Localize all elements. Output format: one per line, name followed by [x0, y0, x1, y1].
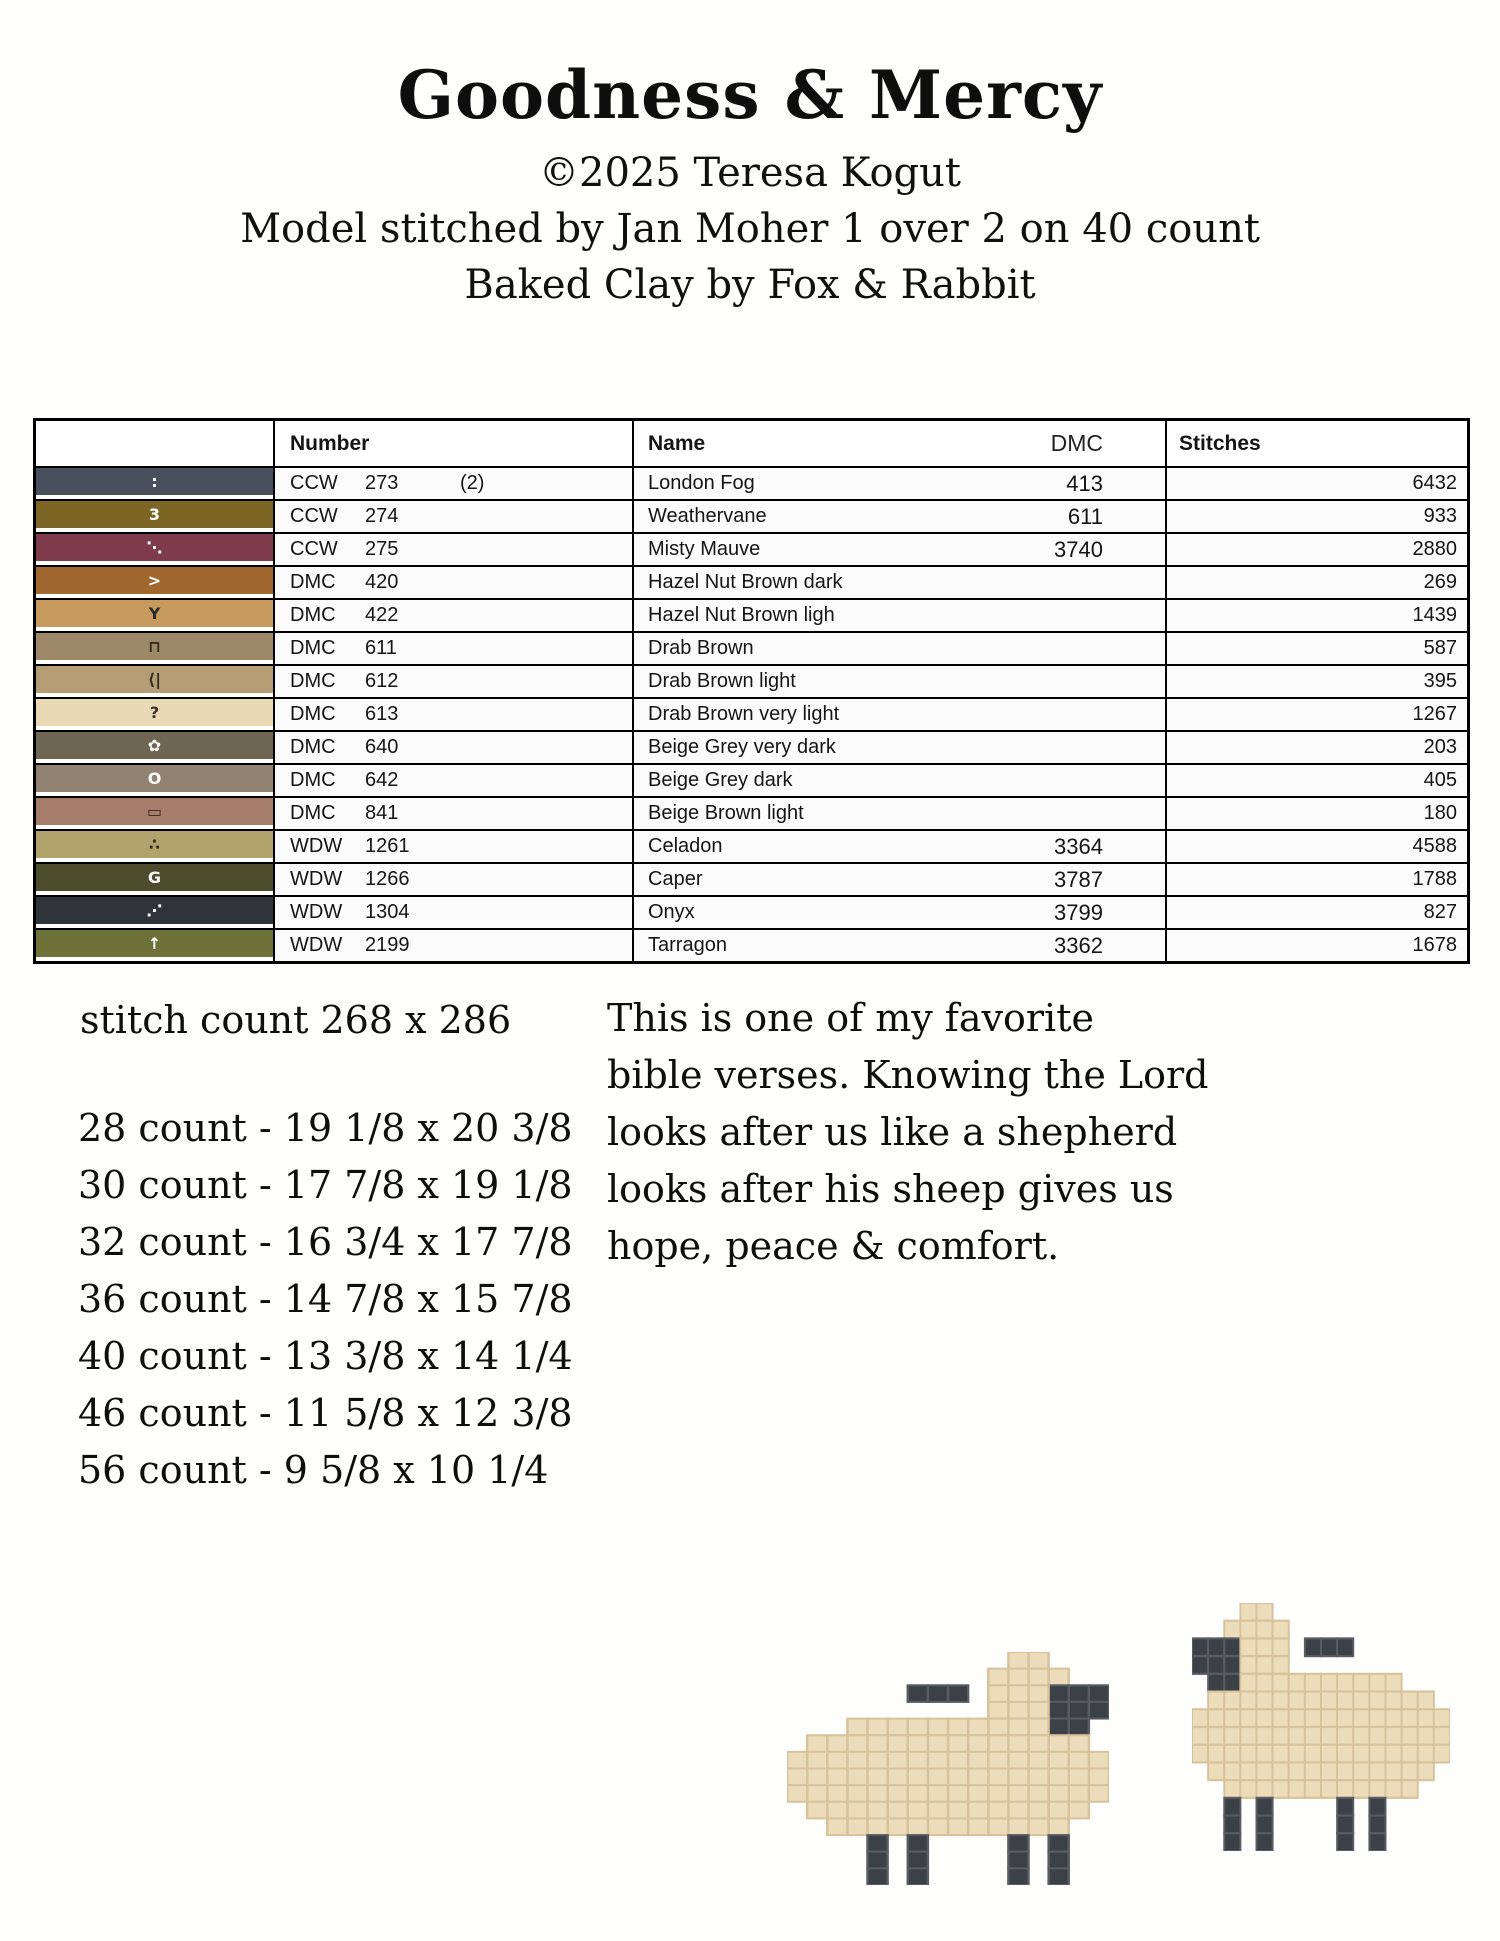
stitch-count-value: 4588 — [1167, 831, 1467, 862]
floss-brand: DMC — [290, 637, 336, 659]
sheep-motif-facing-left — [1192, 1603, 1450, 1851]
color-swatch — [36, 468, 273, 495]
floss-code: 642 — [365, 769, 399, 791]
floss-code: 420 — [365, 571, 399, 593]
stitch-count-value: 180 — [1167, 798, 1467, 829]
floss-brand: DMC — [290, 571, 336, 593]
model-stitched-line: Model stitched by Jan Moher 1 over 2 on 40 count — [240, 206, 1260, 252]
stitch-symbol: ↑ — [147, 933, 162, 953]
note-line: looks after us like a shepherd — [607, 1110, 1178, 1154]
floss-name: Caper — [648, 868, 703, 890]
floss-code: 2199 — [365, 934, 410, 956]
floss-name: Hazel Nut Brown dark — [648, 571, 843, 593]
stitch-count-value: 1678 — [1167, 930, 1467, 961]
fabric-size-line: 56 count - 9 5/8 x 10 1/4 — [78, 1448, 549, 1492]
color-swatch — [36, 567, 273, 594]
floss-brand: WDW — [290, 901, 343, 923]
column-header-symbol — [36, 421, 275, 466]
note-line: looks after his sheep gives us — [607, 1167, 1174, 1211]
dmc-equivalent: 3787 — [1054, 866, 1103, 892]
floss-name: Drab Brown light — [648, 670, 796, 692]
color-swatch — [36, 600, 273, 627]
floss-code: 275 — [365, 538, 399, 560]
stitch-symbol: ▭ — [146, 801, 163, 821]
stitch-symbol: ∴ — [148, 834, 161, 854]
floss-name: Beige Grey dark — [648, 769, 793, 791]
designer-note — [607, 990, 1209, 1275]
floss-brand: DMC — [290, 802, 336, 824]
table-row — [36, 895, 1467, 928]
table-row — [36, 763, 1467, 796]
stitch-symbol: ⟨| — [147, 669, 162, 689]
floss-brand: CCW — [290, 538, 338, 560]
floss-name: Drab Brown very light — [648, 703, 840, 725]
floss-brand: DMC — [290, 769, 336, 791]
floss-code: 422 — [365, 604, 399, 626]
stitch-symbol: O — [147, 768, 162, 788]
dmc-header-label: DMC — [1050, 430, 1103, 456]
floss-name: Beige Brown light — [648, 802, 804, 824]
dmc-equivalent: 3364 — [1054, 833, 1103, 859]
stitch-count-value: 2880 — [1167, 534, 1467, 565]
color-swatch — [36, 633, 273, 660]
fabric-line: Baked Clay by Fox & Rabbit — [464, 262, 1036, 308]
stitch-count-value: 405 — [1167, 765, 1467, 796]
floss-brand: DMC — [290, 670, 336, 692]
color-swatch — [36, 699, 273, 726]
fabric-size-line: 36 count - 14 7/8 x 15 7/8 — [78, 1277, 573, 1321]
stitch-count-value: 1439 — [1167, 600, 1467, 631]
fabric-size-line: 46 count - 11 5/8 x 12 3/8 — [78, 1391, 573, 1435]
fabric-size-line: 32 count - 16 3/4 x 17 7/8 — [78, 1220, 573, 1264]
color-swatch — [36, 897, 273, 924]
table-row — [36, 697, 1467, 730]
table-row — [36, 862, 1467, 895]
table-row — [36, 730, 1467, 763]
stitch-count-value: 587 — [1167, 633, 1467, 664]
floss-note: (2) — [460, 472, 485, 494]
floss-brand: DMC — [290, 703, 336, 725]
floss-code: 611 — [365, 637, 397, 659]
floss-code: 1304 — [365, 901, 410, 923]
stitch-symbol: : — [151, 471, 158, 491]
floss-brand: DMC — [290, 736, 336, 758]
sheep-motif-facing-right — [787, 1652, 1109, 1885]
floss-name: Hazel Nut Brown ligh — [648, 604, 835, 626]
stitch-count-heading: stitch count 268 x 286 — [80, 998, 512, 1042]
fabric-size-line: 28 count - 19 1/8 x 20 3/8 — [78, 1106, 573, 1150]
floss-name: Tarragon — [648, 934, 727, 956]
fabric-size-line: 40 count - 13 3/8 x 14 1/4 — [78, 1334, 573, 1378]
name-header-label: Name — [648, 431, 706, 455]
table-row — [36, 664, 1467, 697]
stitch-symbol: 3 — [148, 504, 161, 524]
color-swatch — [36, 501, 273, 528]
color-swatch — [36, 732, 273, 759]
floss-brand: CCW — [290, 472, 338, 494]
floss-name: Weathervane — [648, 505, 767, 527]
floss-code: 274 — [365, 505, 399, 527]
stitch-count-value: 269 — [1167, 567, 1467, 598]
floss-code: 841 — [365, 802, 399, 824]
stitch-symbol: ? — [149, 702, 160, 722]
color-swatch — [36, 930, 273, 957]
note-line: bible verses. Knowing the Lord — [607, 1053, 1209, 1097]
fabric-size-list — [78, 1100, 573, 1499]
floss-name: Onyx — [648, 901, 695, 923]
stitch-symbol: ⊓ — [148, 636, 161, 656]
floss-code: 1266 — [365, 868, 410, 890]
dmc-equivalent: 3362 — [1054, 932, 1103, 958]
floss-brand: DMC — [290, 604, 336, 626]
floss-table — [33, 418, 1470, 964]
stitch-count-value: 933 — [1167, 501, 1467, 532]
copyright-line: ©2025 Teresa Kogut — [539, 150, 961, 196]
stitch-count-value: 1267 — [1167, 699, 1467, 730]
floss-code: 612 — [365, 670, 399, 692]
table-row — [36, 796, 1467, 829]
floss-brand: WDW — [290, 868, 343, 890]
column-header-stitches: Stitches — [1167, 421, 1467, 466]
color-swatch — [36, 831, 273, 858]
note-line: hope, peace & comfort. — [607, 1224, 1060, 1268]
page-title: Goodness & Mercy — [397, 56, 1103, 134]
floss-code: 1261 — [365, 835, 410, 857]
column-header-number: Number — [275, 421, 634, 466]
table-row — [36, 598, 1467, 631]
color-swatch — [36, 534, 273, 561]
floss-brand: CCW — [290, 505, 338, 527]
stitch-count-value: 1788 — [1167, 864, 1467, 895]
fabric-size-line: 30 count - 17 7/8 x 19 1/8 — [78, 1163, 573, 1207]
floss-name: Misty Mauve — [648, 538, 761, 560]
note-line: This is one of my favorite — [607, 996, 1094, 1040]
stitch-count-value: 395 — [1167, 666, 1467, 697]
column-header-name — [634, 421, 1167, 466]
floss-code: 640 — [365, 736, 399, 758]
table-row — [36, 928, 1467, 961]
floss-name: Beige Grey very dark — [648, 736, 836, 758]
dmc-equivalent: 413 — [1066, 470, 1103, 496]
stitch-symbol: ⋱ — [146, 537, 163, 557]
dmc-equivalent: 611 — [1067, 503, 1103, 529]
table-row — [36, 499, 1467, 532]
floss-code: 613 — [365, 703, 399, 725]
color-swatch — [36, 765, 273, 792]
stitch-symbol: > — [147, 570, 162, 590]
table-row — [36, 565, 1467, 598]
stitch-symbol: ✿ — [147, 735, 162, 755]
table-row — [36, 829, 1467, 862]
stitch-symbol: ⋰ — [146, 900, 163, 920]
stitch-symbol: Y — [148, 603, 161, 623]
floss-brand: WDW — [290, 835, 343, 857]
floss-name: Drab Brown — [648, 637, 754, 659]
stitch-count-value: 6432 — [1167, 468, 1467, 499]
color-swatch — [36, 798, 273, 825]
floss-name: Celadon — [648, 835, 723, 857]
dmc-equivalent: 3799 — [1054, 899, 1103, 925]
table-row — [36, 466, 1467, 499]
floss-brand: WDW — [290, 934, 343, 956]
stitch-count-value: 203 — [1167, 732, 1467, 763]
color-swatch — [36, 666, 273, 693]
floss-code: 273 — [365, 472, 399, 494]
floss-name: London Fog — [648, 472, 755, 494]
color-swatch — [36, 864, 273, 891]
table-row — [36, 631, 1467, 664]
dmc-equivalent: 3740 — [1054, 536, 1103, 562]
table-header-row — [36, 421, 1467, 466]
stitch-count-value: 827 — [1167, 897, 1467, 928]
table-row — [36, 532, 1467, 565]
stitch-symbol: G — [147, 867, 162, 887]
